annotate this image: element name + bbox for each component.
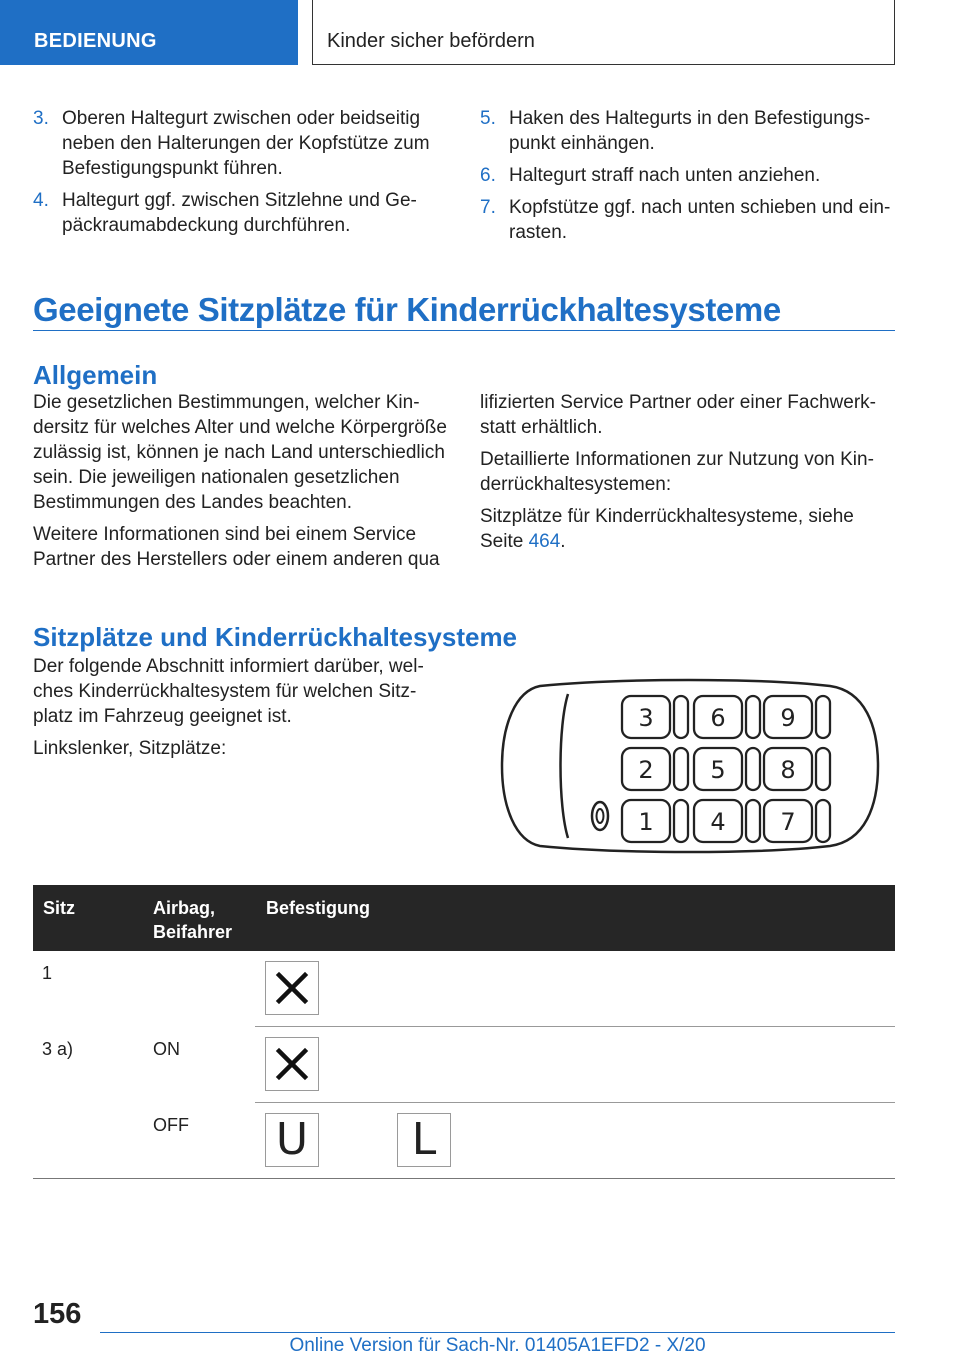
seat-number: 9 [780,704,796,732]
step-text: Haltegurt ggf. zwischen Sitzlehne und Gepäckraumabdeckung durchführen. [62,190,417,236]
steering-wheel-icon [592,802,608,830]
step-text: Oberen Haltegurt zwischen oder beidseitig neben den Halterungen der Kopfstütze zum Befestigungspunkt führen. [62,108,430,179]
steps-right [480,106,900,252]
list-item [33,188,443,238]
seat-backrest [746,748,760,790]
seat-backrest [674,748,688,790]
paragraph: Der folgende Abschnitt informiert darüber, welches Kinderrückhaltesystem für welchen Sitzplatz im Fahrzeug geeignet ist. [33,656,424,727]
footer-divider [100,1332,895,1333]
section-heading: Geeignete Sitzplätze für Kinderrückhaltesysteme [33,290,895,331]
step-number: 4. [33,190,49,211]
step-text: Kopfstütze ggf. nach unten schieben und einrasten. [509,197,891,243]
cell-seat: 1 [42,963,53,983]
table-row [42,951,895,1027]
seat-backrest [816,800,830,842]
steps-left [33,106,443,245]
seat-backrest [746,696,760,738]
seat-number: 6 [710,704,726,732]
seat-number: 2 [638,756,654,784]
reference-text: Sitzplätze für Kinderrückhaltesysteme, siehe Seite [480,506,854,552]
table-row [33,1103,895,1179]
seat-backrest [674,696,688,738]
page-number: 156 [33,1298,82,1330]
chapter-title: Kinder sicher befördern [312,0,895,65]
table-header [33,885,895,951]
paragraph: lifizierten Service Partner oder einer Fachwerkstatt erhältlich. [480,392,876,438]
section-tab[interactable]: BEDIENUNG [0,0,298,65]
step-number: 5. [480,108,496,129]
universal-icon: U [265,1113,319,1167]
list-item [480,106,900,156]
paragraph: Die gesetzlichen Bestimmungen, welcher Kindersitz für welches Alter und welche Körpergröße zulässig ist, können je nach Land unterschiedlich sein. Die jeweiligen nationalen gesetzlichen Bestimmungen des Landes beachten. [33,392,447,513]
list-item [480,163,900,188]
cell-airbag: ON [153,1039,180,1059]
paragraph: Weitere Informationen sind bei einem Service Partner des Herstellers oder einem anderen qua [33,524,440,570]
seat-number: 4 [710,808,726,836]
page-link[interactable]: 464 [528,531,561,552]
seat-backrest [746,800,760,842]
list-item [480,195,900,245]
seat-number: 1 [638,808,654,836]
step-number: 6. [480,165,496,186]
seat-backrest [816,696,830,738]
header-airbag: Airbag, Beifahrer [153,898,233,942]
seat-number: 5 [710,756,726,784]
paragraph: Linkslenker, Sitzplätze: [33,738,227,759]
seat-backrest [816,748,830,790]
seat-table [33,885,895,1179]
step-number: 7. [480,197,496,218]
seat-diagram [500,676,880,856]
header-seat: Sitz [43,898,76,918]
general-left [33,390,451,579]
subheading-general: Allgemein [33,360,158,390]
not-suitable-icon [265,1037,319,1091]
step-text: Haltegurt straff nach unten anziehen. [509,165,821,186]
header-mount: Befestigung [266,898,371,918]
reference-end: . [560,531,566,552]
table-row [42,1027,895,1103]
footer-text: Online Version für Sach-Nr. 01405A1EFD2 - X/20 [289,1335,706,1356]
not-suitable-icon [265,961,319,1015]
step-number: 3. [33,108,49,129]
semi-universal-icon: L [397,1113,451,1167]
seat-number: 3 [638,704,654,732]
cell-airbag: OFF [153,1115,189,1135]
paragraph: Detaillierte Informationen zur Nutzung von Kinderrückhaltesystemen: [480,449,874,495]
seat-number: 8 [780,756,796,784]
general-right [480,390,890,561]
cell-seat: 3 a) [42,1039,74,1059]
seats-text [33,654,443,768]
paragraph-reference [480,504,890,554]
seat-backrest [674,800,688,842]
subheading-seats: Sitzplätze und Kinderrückhaltesysteme [33,622,518,652]
step-text: Haken des Haltegurts in den Befestigungspunkt einhängen. [509,108,871,154]
seat-number: 7 [780,808,796,836]
list-item [33,106,443,181]
